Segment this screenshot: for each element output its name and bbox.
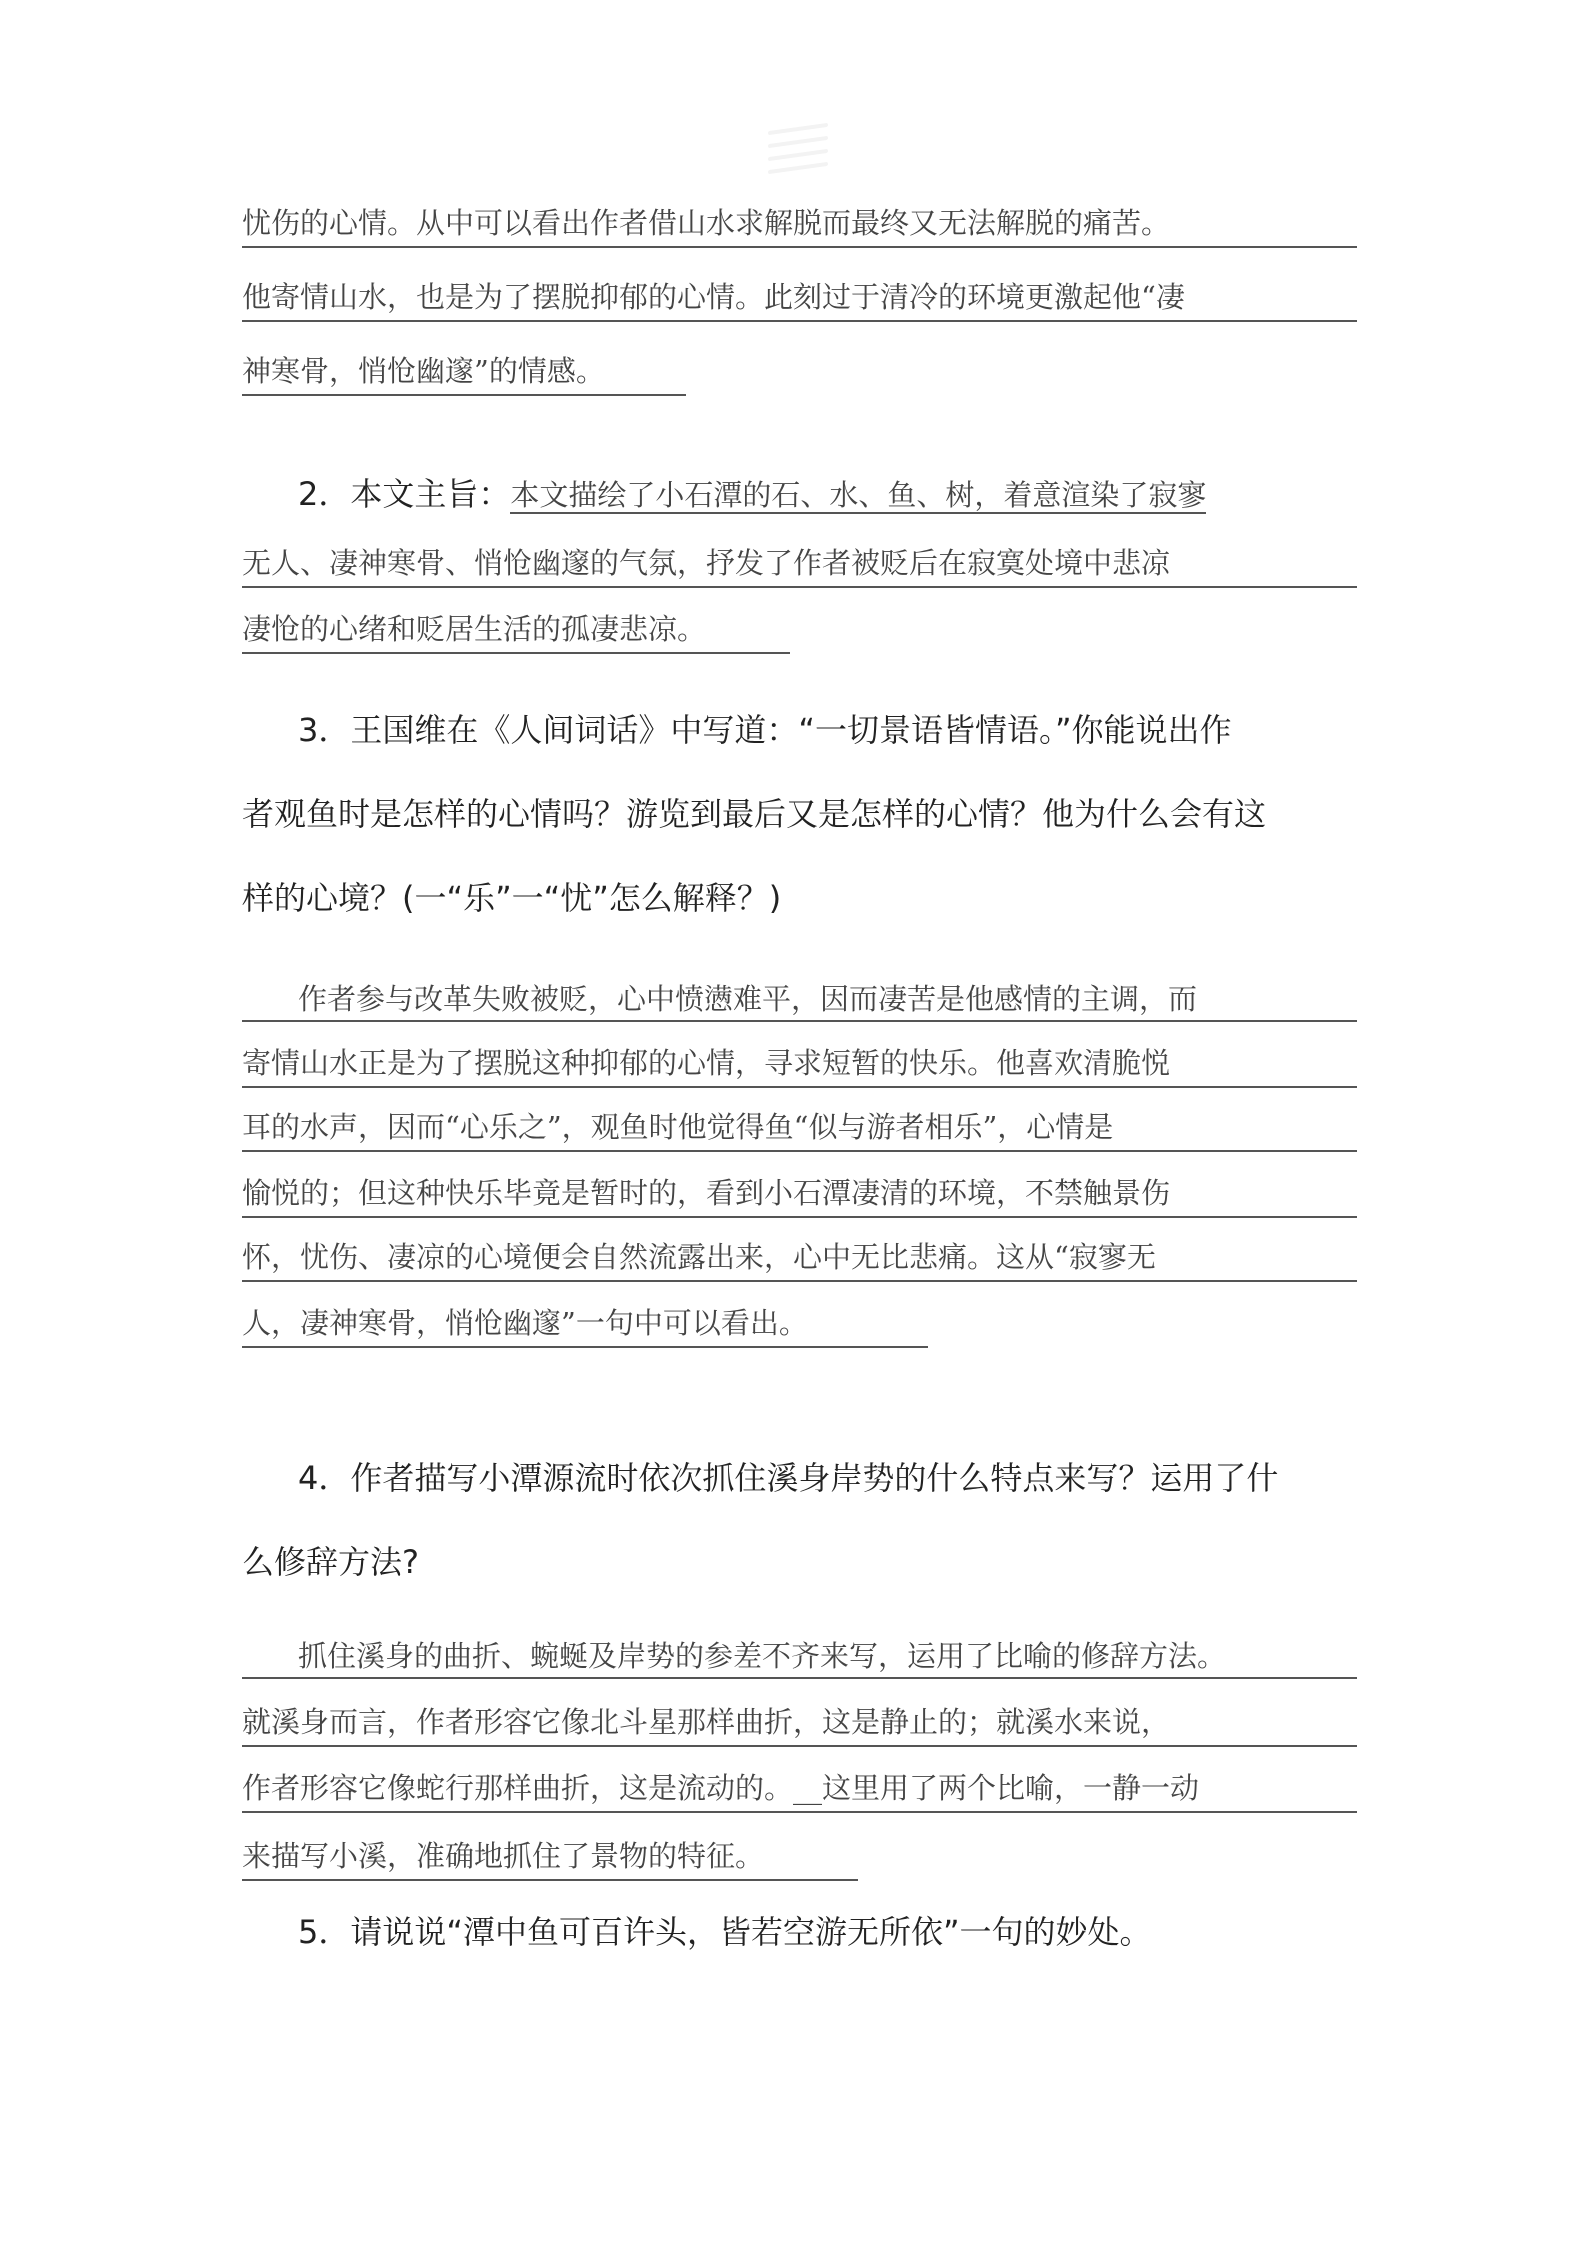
answer-line: 来描写小溪，准确地抓住了景物的特征。 [242, 1833, 858, 1881]
answer-line: 抓住溪身的曲折、蜿蜒及岸势的参差不齐来写，运用了比喻的修辞方法。 [242, 1633, 1357, 1679]
answer-line: 怀，忧伤、凄凉的心境便会自然流露出来，心中无比悲痛。这从“寂寥无 [242, 1234, 1357, 1282]
answer-line: 忧伤的心情。从中可以看出作者借山水求解脱而最终又无法解脱的痛苦。 [242, 200, 1357, 248]
answer-line: 无人、凄神寒骨、悄怆幽邃的气氛，抒发了作者被贬后在寂寞处境中悲凉 [242, 540, 1357, 588]
answer-line: 耳的水声，因而“心乐之”，观鱼时他觉得鱼“似与游者相乐”，心情是 [242, 1104, 1357, 1152]
question-line: 么修辞方法? [242, 1543, 419, 1581]
answer-line: 愉悦的；但这种快乐毕竟是暂时的，看到小石潭凄清的环境，不禁触景伤 [242, 1170, 1357, 1218]
question-line [298, 470, 1206, 518]
answer-line: 作者形容它像蛇行那样曲折，这是流动的。__这里用了两个比喻，一静一动 [242, 1765, 1357, 1813]
answer-inline: 本文描绘了小石潭的石、水、鱼、树，着意渲染了寂寥 [510, 478, 1207, 512]
question-line: 3．王国维在《人间词话》中写道：“一切景语皆情语。”你能说出作 [298, 711, 1232, 749]
question-line: 5．请说说“潭中鱼可百许头，皆若空游无所依”一句的妙处。 [298, 1913, 1152, 1951]
question-line: 样的心境？(一“乐”一“忧”怎么解释？) [242, 879, 782, 917]
answer-line: 神寒骨，悄怆幽邃”的情感。 [242, 348, 686, 396]
question-line: 4．作者描写小潭源流时依次抓住溪身岸势的什么特点来写？运用了什 [298, 1459, 1279, 1497]
answer-line: 人，凄神寒骨，悄怆幽邃”一句中可以看出。 [242, 1300, 928, 1348]
answer-line: 作者参与改革失败被贬，心中愤懑难平，因而凄苦是他感情的主调，而 [242, 976, 1357, 1022]
answer-line: 寄情山水正是为了摆脱这种抑郁的心情，寻求短暂的快乐。他喜欢清脆悦 [242, 1040, 1357, 1088]
answer-line: 凄怆的心绪和贬居生活的孤凄悲凉。 [242, 606, 790, 654]
question-label: 2．本文主旨： [298, 475, 511, 513]
answer-line: 他寄情山水，也是为了摆脱抑郁的心情。此刻过于清冷的环境更激起他“凄 [242, 274, 1357, 322]
question-line: 者观鱼时是怎样的心情吗？游览到最后又是怎样的心情？他为什么会有这 [242, 795, 1267, 833]
watermark-logo [768, 118, 828, 190]
answer-line: 就溪身而言，作者形容它像北斗星那样曲折，这是静止的；就溪水来说， [242, 1699, 1357, 1747]
